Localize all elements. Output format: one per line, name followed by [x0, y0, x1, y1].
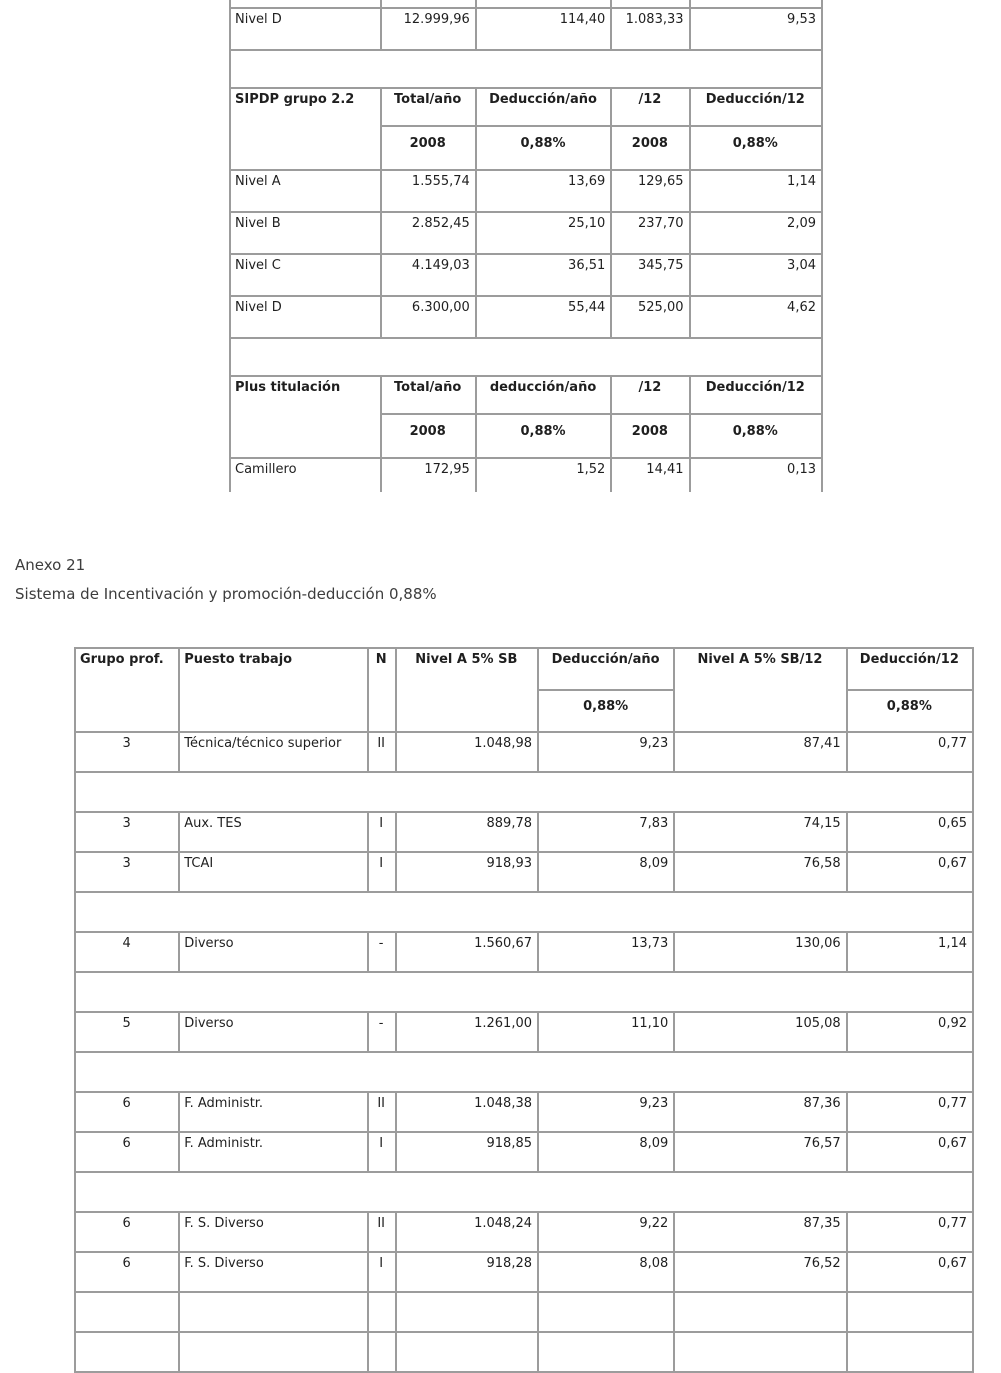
- data-cell: 74,15: [674, 812, 846, 852]
- data-row: [75, 812, 973, 852]
- sipdp-summary-table-body: [230, 0, 822, 492]
- data-cell: 918,85: [396, 1132, 538, 1172]
- sub-header-cell: 2008: [381, 126, 476, 170]
- data-cell: TCAI: [179, 852, 367, 892]
- column-header-cell: /12: [611, 88, 689, 126]
- data-cell: 9,22: [538, 1212, 674, 1252]
- spacer-row: [75, 1052, 973, 1092]
- column-header-cell: Deducción/12: [690, 88, 822, 126]
- data-cell: 12.999,96: [381, 8, 476, 50]
- data-cell: 14,41: [611, 458, 689, 492]
- sub-header-cell: 0,88%: [476, 126, 611, 170]
- data-row: [230, 254, 822, 296]
- column-header-cell: Deducción/año: [476, 88, 611, 126]
- empty-cell: [847, 1332, 973, 1372]
- empty-cell: [396, 1292, 538, 1332]
- data-cell: 13,73: [538, 932, 674, 972]
- data-cell: -: [368, 932, 396, 972]
- data-cell: 87,35: [674, 1212, 846, 1252]
- data-row: [75, 932, 973, 972]
- anexo21-incentive-table-body: [75, 648, 973, 1372]
- spacer-cell: [230, 338, 822, 376]
- data-cell: 6.300,00: [381, 296, 476, 338]
- data-cell: 76,52: [674, 1252, 846, 1292]
- data-cell: 105,08: [674, 1012, 846, 1052]
- empty-cell: [396, 1332, 538, 1372]
- data-cell: 4,62: [690, 296, 822, 338]
- data-cell: 87,36: [674, 1092, 846, 1132]
- data-cell: 3: [75, 812, 179, 852]
- annex-subtitle: Sistema de Incentivación y promoción-deducción 0,88%: [15, 585, 437, 603]
- data-row: [75, 1212, 973, 1252]
- data-cell: F. Administr.: [179, 1092, 367, 1132]
- data-cell: 5: [75, 1012, 179, 1052]
- empty-cell: [179, 1292, 367, 1332]
- data-cell: 1.048,98: [396, 732, 538, 772]
- data-cell: 889,78: [396, 812, 538, 852]
- data-cell: Nivel D: [230, 296, 381, 338]
- data-cell: 87,41: [674, 732, 846, 772]
- data-cell: Nivel A: [230, 170, 381, 212]
- data-cell: I: [368, 1132, 396, 1172]
- column-header-cell: N: [368, 648, 396, 732]
- empty-cell: [538, 1332, 674, 1372]
- data-cell: 525,00: [611, 296, 689, 338]
- data-cell: 0,77: [847, 1212, 973, 1252]
- section-title-cell: SIPDP grupo 2.2: [230, 88, 381, 170]
- data-cell: Nivel D: [230, 8, 381, 50]
- data-cell: 0,92: [847, 1012, 973, 1052]
- data-cell: 36,51: [476, 254, 611, 296]
- data-cell: 8,09: [538, 1132, 674, 1172]
- data-cell: 114,40: [476, 8, 611, 50]
- empty-cell: [75, 1292, 179, 1332]
- data-cell: 345,75: [611, 254, 689, 296]
- data-cell: F. S. Diverso: [179, 1212, 367, 1252]
- data-cell: 6: [75, 1092, 179, 1132]
- data-cell: 918,93: [396, 852, 538, 892]
- data-cell: 237,70: [611, 212, 689, 254]
- data-cell: II: [368, 1212, 396, 1252]
- clipped-cell: [611, 0, 689, 8]
- data-row: [230, 212, 822, 254]
- data-row: [75, 1012, 973, 1052]
- data-cell: 0,77: [847, 732, 973, 772]
- column-header-cell: Total/año: [381, 376, 476, 414]
- data-row: [75, 1132, 973, 1172]
- data-cell: 1,52: [476, 458, 611, 492]
- data-cell: 9,23: [538, 1092, 674, 1132]
- data-cell: 11,10: [538, 1012, 674, 1052]
- empty-cell: [368, 1332, 396, 1372]
- data-cell: 1.048,24: [396, 1212, 538, 1252]
- data-cell: Camillero: [230, 458, 381, 492]
- sipdp-summary-table: [229, 0, 823, 492]
- data-cell: 9,53: [690, 8, 822, 50]
- clipped-cell: [690, 0, 822, 8]
- data-cell: 130,06: [674, 932, 846, 972]
- data-cell: 4: [75, 932, 179, 972]
- data-cell: 0,13: [690, 458, 822, 492]
- section-header-row: [230, 376, 822, 414]
- sub-header-cell: 0,88%: [690, 414, 822, 458]
- data-cell: 1.083,33: [611, 8, 689, 50]
- empty-cell: [368, 1292, 396, 1332]
- spacer-cell: [75, 772, 973, 812]
- anexo21-incentive-table: [74, 647, 974, 1373]
- spacer-row: [75, 1172, 973, 1212]
- data-cell: 1.261,00: [396, 1012, 538, 1052]
- spacer-row: [230, 50, 822, 88]
- column-header-cell: Deducción/12: [847, 648, 973, 690]
- data-cell: I: [368, 852, 396, 892]
- data-cell: 6: [75, 1252, 179, 1292]
- data-cell: F. S. Diverso: [179, 1252, 367, 1292]
- empty-cell: [674, 1292, 846, 1332]
- data-cell: Técnica/técnico superior: [179, 732, 367, 772]
- annex-heading: [15, 551, 437, 609]
- sub-header-cell: 0,88%: [476, 414, 611, 458]
- data-row: [230, 458, 822, 492]
- column-header-cell: Total/año: [381, 88, 476, 126]
- data-cell: 1.560,67: [396, 932, 538, 972]
- column-header-cell: Nivel A 5% SB: [396, 648, 538, 732]
- data-cell: 0,67: [847, 852, 973, 892]
- spacer-row: [75, 772, 973, 812]
- data-cell: 76,57: [674, 1132, 846, 1172]
- data-cell: II: [368, 1092, 396, 1132]
- column-header-cell: Deducción/año: [538, 648, 674, 690]
- column-header-cell: Grupo prof.: [75, 648, 179, 732]
- empty-cell: [179, 1332, 367, 1372]
- data-cell: 6: [75, 1132, 179, 1172]
- data-cell: 2.852,45: [381, 212, 476, 254]
- data-cell: F. Administr.: [179, 1132, 367, 1172]
- sub-header-cell: 0,88%: [538, 690, 674, 732]
- section-header-row: [230, 88, 822, 126]
- empty-cell: [538, 1292, 674, 1332]
- data-cell: 6: [75, 1212, 179, 1252]
- sub-header-cell: 0,88%: [847, 690, 973, 732]
- data-cell: 7,83: [538, 812, 674, 852]
- empty-cell: [674, 1332, 846, 1372]
- incentive-table-wrapper: [74, 647, 974, 1373]
- data-cell: 8,08: [538, 1252, 674, 1292]
- annex-title: Anexo 21: [15, 556, 86, 574]
- column-header-cell: Deducción/12: [690, 376, 822, 414]
- data-row: [75, 1252, 973, 1292]
- data-row: [75, 852, 973, 892]
- data-cell: 918,28: [396, 1252, 538, 1292]
- data-cell: Nivel C: [230, 254, 381, 296]
- data-cell: 0,67: [847, 1132, 973, 1172]
- clipped-cell: [476, 0, 611, 8]
- data-cell: I: [368, 1252, 396, 1292]
- data-cell: 9,23: [538, 732, 674, 772]
- data-cell: 1.048,38: [396, 1092, 538, 1132]
- clipped-row: [230, 0, 822, 8]
- empty-cell: [847, 1292, 973, 1332]
- clipped-cell: [230, 0, 381, 8]
- sub-header-cell: 2008: [381, 414, 476, 458]
- data-row: [230, 296, 822, 338]
- data-cell: 129,65: [611, 170, 689, 212]
- data-cell: Nivel B: [230, 212, 381, 254]
- data-cell: 4.149,03: [381, 254, 476, 296]
- sub-header-cell: 2008: [611, 126, 689, 170]
- data-cell: 1,14: [847, 932, 973, 972]
- spacer-cell: [75, 1052, 973, 1092]
- data-cell: Diverso: [179, 1012, 367, 1052]
- empty-row: [75, 1332, 973, 1372]
- data-cell: 25,10: [476, 212, 611, 254]
- clipped-cell: [381, 0, 476, 8]
- data-cell: 55,44: [476, 296, 611, 338]
- data-cell: 1.555,74: [381, 170, 476, 212]
- column-header-cell: /12: [611, 376, 689, 414]
- data-cell: 3,04: [690, 254, 822, 296]
- data-cell: II: [368, 732, 396, 772]
- data-cell: 76,58: [674, 852, 846, 892]
- summary-table-clipper: [229, 0, 823, 492]
- spacer-row: [75, 892, 973, 932]
- empty-row: [75, 1292, 973, 1332]
- data-cell: 2,09: [690, 212, 822, 254]
- data-row: [230, 8, 822, 50]
- sub-header-cell: 2008: [611, 414, 689, 458]
- data-cell: 3: [75, 852, 179, 892]
- data-cell: 0,67: [847, 1252, 973, 1292]
- data-row: [75, 732, 973, 772]
- column-header-cell: deducción/año: [476, 376, 611, 414]
- data-row: [75, 1092, 973, 1132]
- data-cell: 3: [75, 732, 179, 772]
- column-header-cell: Puesto trabajo: [179, 648, 367, 732]
- header-row: [75, 648, 973, 690]
- spacer-cell: [75, 1172, 973, 1212]
- spacer-cell: [75, 972, 973, 1012]
- data-cell: Diverso: [179, 932, 367, 972]
- data-cell: Aux. TES: [179, 812, 367, 852]
- spacer-row: [75, 972, 973, 1012]
- data-cell: 8,09: [538, 852, 674, 892]
- section-title-cell: Plus titulación: [230, 376, 381, 458]
- data-cell: I: [368, 812, 396, 852]
- sub-header-cell: 0,88%: [690, 126, 822, 170]
- empty-cell: [75, 1332, 179, 1372]
- data-cell: 172,95: [381, 458, 476, 492]
- data-cell: 0,77: [847, 1092, 973, 1132]
- data-cell: -: [368, 1012, 396, 1052]
- spacer-cell: [75, 892, 973, 932]
- data-cell: 0,65: [847, 812, 973, 852]
- data-row: [230, 170, 822, 212]
- data-cell: 13,69: [476, 170, 611, 212]
- column-header-cell: Nivel A 5% SB/12: [674, 648, 846, 732]
- spacer-cell: [230, 50, 822, 88]
- spacer-row: [230, 338, 822, 376]
- data-cell: 1,14: [690, 170, 822, 212]
